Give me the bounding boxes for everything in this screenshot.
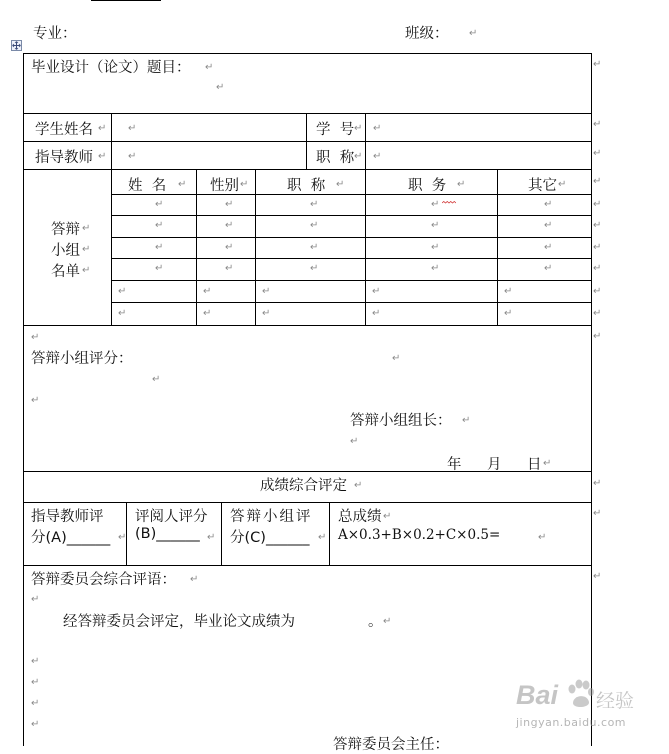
committee-side-label: 名单 <box>51 264 80 280</box>
advisor-title-label: 职 称 <box>316 150 355 166</box>
thesis-title-label: 毕业设计（论文）题目： <box>31 60 191 76</box>
committee-comment-label: 答辩委员会综合评语： <box>31 572 176 588</box>
total-score-formula: A×0.3+B×0.2+C×0.5= <box>338 527 501 543</box>
committee-member-cell[interactable]: ↵ <box>155 263 164 274</box>
paragraph-mark: ↵ <box>469 28 478 39</box>
paragraph-mark: ↵ <box>31 656 40 667</box>
paragraph-mark: ↵ <box>98 151 107 162</box>
committee-member-cell[interactable]: ↵ <box>262 308 271 319</box>
paragraph-mark: ↵ <box>354 151 363 162</box>
advisor-title-field[interactable]: ↵ <box>373 151 382 162</box>
group-score-column-label: 答辩小组评 <box>230 509 313 525</box>
row-end-mark: ↵ <box>593 331 602 342</box>
paragraph-mark: ↵ <box>31 698 40 709</box>
spellcheck-squiggle <box>442 192 456 194</box>
committee-member-cell[interactable]: ↵ <box>118 308 127 319</box>
committee-member-cell[interactable]: ↵ <box>431 263 440 274</box>
committee-member-cell[interactable]: ↵ <box>225 220 234 231</box>
date-year: 年 <box>447 457 462 473</box>
paragraph-mark: ↵ <box>216 82 225 93</box>
paragraph-mark: ↵ <box>383 616 392 627</box>
reviewer-score-label: 评阅人评分 <box>135 509 208 525</box>
committee-member-cell[interactable]: ↵ <box>372 286 381 297</box>
paragraph-mark: ↵ <box>558 179 567 190</box>
paragraph-mark: ↵ <box>82 244 91 255</box>
row-end-mark: ↵ <box>593 119 602 130</box>
paragraph-mark: ↵ <box>82 265 91 276</box>
paragraph-mark: ↵ <box>31 594 40 605</box>
committee-chair-label: 答辩委员会主任： <box>333 737 449 753</box>
student-name-label: 学生姓名 <box>35 122 93 138</box>
committee-member-cell[interactable]: ↵ <box>504 286 513 297</box>
committee-member-cell[interactable]: ↵ <box>203 308 212 319</box>
paragraph-mark: ↵ <box>31 719 40 730</box>
paragraph-mark: ↵ <box>31 395 40 406</box>
column-header-duty: 职 务 <box>408 178 447 194</box>
row-end-mark: ↵ <box>593 199 602 210</box>
paragraph-mark: ↵ <box>240 179 249 190</box>
committee-member-cell[interactable]: ↵ <box>544 199 553 210</box>
paragraph-mark: ↵ <box>383 511 392 522</box>
paragraph-mark: ↵ <box>457 179 466 190</box>
row-end-mark: ↵ <box>593 308 602 319</box>
paw-icon <box>564 678 596 710</box>
committee-side-label: 小组 <box>51 243 80 259</box>
row-end-mark: ↵ <box>593 571 602 582</box>
paragraph-mark: ↵ <box>31 332 40 343</box>
student-name-field[interactable]: ↵ <box>128 123 137 134</box>
column-header-other: 其它 <box>528 178 557 194</box>
paragraph-mark: ↵ <box>118 532 127 543</box>
watermark-brand: Bai <box>516 680 559 710</box>
committee-result-text: 经答辩委员会评定，毕业论文成绩为 <box>63 614 295 630</box>
paragraph-mark: ↵ <box>318 532 327 543</box>
paragraph-mark: ↵ <box>178 179 187 190</box>
column-header-title: 职 称 <box>287 178 326 194</box>
paragraph-mark: ↵ <box>207 532 216 543</box>
row-end-mark: ↵ <box>593 59 602 70</box>
top-rule <box>91 0 161 1</box>
paragraph-mark: ↵ <box>336 179 345 190</box>
paragraph-mark: ↵ <box>543 458 552 469</box>
committee-member-cell[interactable]: ↵ <box>155 199 164 210</box>
date-day: 日 <box>527 457 542 473</box>
committee-member-cell[interactable]: ↵ <box>544 242 553 253</box>
class-label: 班级： <box>405 26 449 42</box>
group-score-column-field[interactable]: 分(C)______ <box>230 530 310 546</box>
row-end-mark: ↵ <box>593 263 602 274</box>
major-label: 专业： <box>33 26 77 42</box>
total-score-label: 总成绩 <box>338 509 382 525</box>
paragraph-mark: ↵ <box>538 532 547 543</box>
committee-member-cell[interactable]: ↵ <box>262 286 271 297</box>
advisor-score-label: 指导教师评 <box>31 509 104 525</box>
row-end-mark: ↵ <box>593 176 602 187</box>
advisor-name-field[interactable]: ↵ <box>128 151 137 162</box>
student-id-field[interactable]: ↵ <box>373 123 382 134</box>
paragraph-mark: ↵ <box>82 223 91 234</box>
committee-member-cell[interactable]: ↵ <box>310 242 319 253</box>
committee-result-end: 。 <box>368 614 383 630</box>
paragraph-mark: ↵ <box>354 123 363 134</box>
column-header-name: 姓 名 <box>128 178 167 194</box>
student-id-label: 学 号 <box>316 122 355 138</box>
row-end-mark: ↵ <box>593 286 602 297</box>
advisor-label: 指导教师 <box>35 150 93 166</box>
committee-member-cell[interactable]: ↵ <box>544 263 553 274</box>
watermark-brand-tail: 经验 <box>596 690 635 712</box>
overall-evaluation-title: 成绩综合评定 <box>260 478 347 494</box>
paragraph-mark: ↵ <box>98 123 107 134</box>
committee-member-cell[interactable]: ↵ <box>431 220 440 231</box>
date-month: 月 <box>487 457 502 473</box>
paragraph-mark: ↵ <box>392 353 401 364</box>
committee-member-cell[interactable]: ↵ <box>155 220 164 231</box>
row-end-mark: ↵ <box>593 508 602 519</box>
paragraph-mark: ↵ <box>354 480 363 491</box>
committee-member-cell[interactable]: ↵ <box>310 199 319 210</box>
committee-member-cell[interactable]: ↵ <box>431 199 440 210</box>
committee-side-label: 答辩 <box>51 222 80 238</box>
reviewer-score-field[interactable]: (B)______ <box>135 526 200 542</box>
watermark-url: jingyan.baidu.com <box>516 716 627 729</box>
committee-member-cell[interactable]: ↵ <box>310 220 319 231</box>
row-end-mark: ↵ <box>593 478 602 489</box>
committee-member-cell[interactable]: ↵ <box>544 220 553 231</box>
advisor-score-field[interactable]: 分(A)______ <box>31 530 111 546</box>
group-score-field[interactable]: ↵ <box>152 374 161 385</box>
row-end-mark: ↵ <box>593 220 602 231</box>
committee-member-cell[interactable]: ↵ <box>431 242 440 253</box>
group-leader-label: 答辩小组组长： <box>350 413 452 429</box>
paragraph-mark: ↵ <box>205 62 214 73</box>
committee-member-cell[interactable]: ↵ <box>225 242 234 253</box>
paragraph-mark: ↵ <box>350 436 359 447</box>
column-header-gender: 性别 <box>210 178 239 194</box>
committee-member-cell[interactable]: ↵ <box>504 308 513 319</box>
committee-member-cell[interactable]: ↵ <box>372 308 381 319</box>
committee-member-cell[interactable]: ↵ <box>225 199 234 210</box>
paragraph-mark: ↵ <box>190 574 199 585</box>
baidu-watermark-logo <box>512 672 662 740</box>
committee-member-cell[interactable]: ↵ <box>118 286 127 297</box>
row-end-mark: ↵ <box>593 242 602 253</box>
group-score-label: 答辩小组评分： <box>31 351 133 367</box>
committee-member-cell[interactable]: ↵ <box>225 263 234 274</box>
paragraph-mark: ↵ <box>462 415 471 426</box>
table-move-handle-icon[interactable] <box>11 40 22 51</box>
paragraph-mark: ↵ <box>31 677 40 688</box>
committee-member-cell[interactable]: ↵ <box>310 263 319 274</box>
committee-member-cell[interactable]: ↵ <box>155 242 164 253</box>
committee-member-cell[interactable]: ↵ <box>203 286 212 297</box>
row-end-mark: ↵ <box>593 148 602 159</box>
